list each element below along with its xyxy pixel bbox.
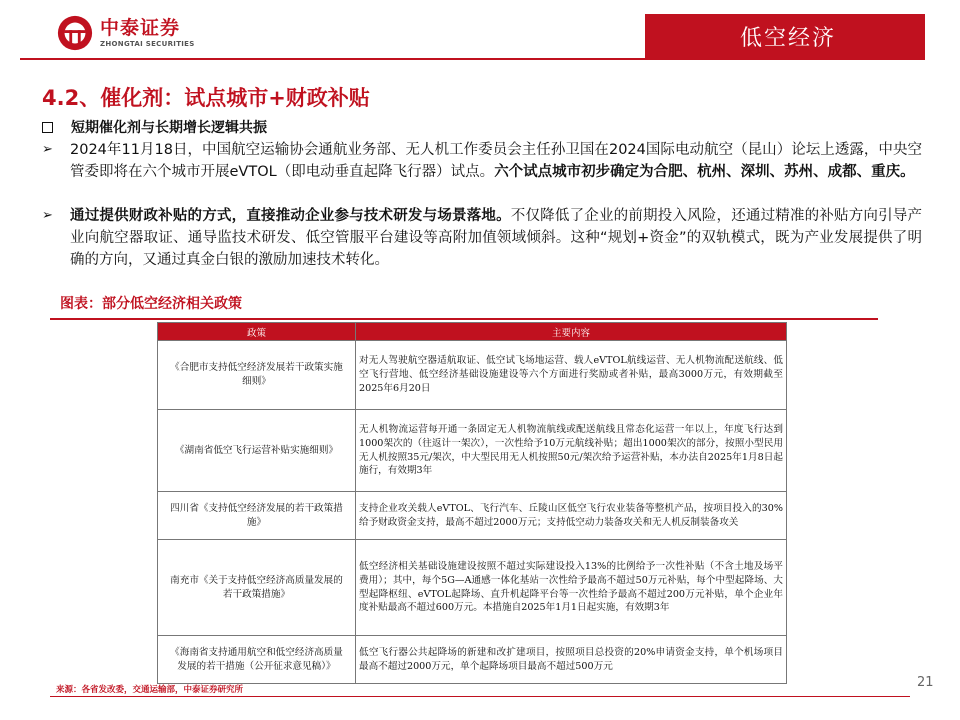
- policy-cell: 《湖南省低空飞行运营补贴实施细则》: [158, 410, 356, 492]
- content-cell: 无人机物流运营每开通一条固定无人机物流航线或配送航线且常态化运营一年以上，年度飞行达到1000架次的（往返计一架次），一次性给予10万元航线补贴；超出1000架次的部分，按照小型民用无人机按照35元/架次，中大型民用无人机按照50元/架次给予运营补贴，本办法自2025年1月8日起施行，有效期3年: [356, 410, 787, 492]
- paragraph-1-text: 2024年11月18日，中国航空运输协会通航业务部、无人机工作委员会主任孙卫国在2024国际电动航空（昆山）论坛上透露，中央空管委即将在六个城市开展eVTOL（即电动垂直起降飞行器）试点。: [70, 142, 922, 180]
- zhongtai-logo-icon: [56, 14, 94, 52]
- arrow-bullet-icon: ➢: [42, 208, 53, 223]
- column-header-policy: 政策: [158, 323, 356, 341]
- column-header-content: 主要内容: [356, 323, 787, 341]
- table-row: [158, 492, 787, 540]
- table-row: [158, 636, 787, 684]
- table-row: [158, 540, 787, 636]
- content-cell: 对无人驾驶航空器适航取证、低空试飞场地运营、载人eVTOL航线运营、无人机物流配送航线、低空飞行营地、低空经济基础设施建设等六个方面进行奖励或者补贴，最高3000万元，有效期截至2025年6月20日: [356, 341, 787, 410]
- policy-cell: 《海南省支持通用航空和低空经济高质量发展的若干措施（公开征求意见稿）》: [158, 636, 356, 684]
- page-title: 4.2、催化剂：试点城市+财政补贴: [42, 86, 370, 110]
- checkbox-square-icon: [42, 122, 53, 133]
- source-note: 来源：各省发改委，交通运输部，中泰证券研究所: [56, 685, 244, 695]
- content-cell: 低空经济相关基础设施建设按照不超过实际建设投入13%的比例给予一次性补贴（不含土地及场平费用）；其中，每个5G—A通感一体化基站一次性给予最高不超过50万元补贴，每个中型起降场、大型起降枢纽、eVTOL起降场、直升机起降平台等一次性给予最高不超过200万元补贴，单个企业年度补贴最高不超过600万元。本措施自2025年1月1日起实施，有效期3年: [356, 540, 787, 636]
- paragraph-1: [42, 139, 922, 183]
- content-cell: 低空飞行器公共起降场的新建和改扩建项目，按照项目总投资的20%申请资金支持，单个机场项目最高不超过2000万元，单个起降场项目最高不超过500万元: [356, 636, 787, 684]
- table-header-row: [158, 323, 787, 341]
- footer-divider: [50, 696, 910, 697]
- content-cell: 支持企业攻关载人eVTOL、飞行汽车、丘陵山区低空飞行农业装备等整机产品，按项目投入的30%给予财政资金支持，最高不超过2000万元；支持低空动力装备攻关和无人机反制装备攻关: [356, 492, 787, 540]
- paragraph-1-bold: 六个试点城市初步确定为合肥、杭州、深圳、苏州、成都、重庆。: [494, 164, 915, 180]
- figure-caption: 图表：部分低空经济相关政策: [60, 296, 242, 312]
- policy-table: [157, 322, 787, 684]
- subheading-text: 短期催化剂与长期增长逻辑共振: [71, 120, 267, 136]
- company-logo: [56, 14, 195, 52]
- policy-cell: 《合肥市支持低空经济发展若干政策实施细则》: [158, 341, 356, 410]
- header-divider: [20, 58, 645, 60]
- arrow-bullet-icon: ➢: [42, 142, 53, 157]
- logo-en-text: ZHONGTAI SECURITIES: [100, 40, 195, 48]
- policy-cell: 四川省《支持低空经济发展的若干政策措施》: [158, 492, 356, 540]
- paragraph-2: [42, 205, 922, 271]
- page-number: 21: [917, 675, 934, 690]
- table-row: [158, 410, 787, 492]
- subheading: [42, 117, 267, 137]
- table-row: [158, 341, 787, 410]
- section-banner: 低空经济: [645, 14, 925, 58]
- paragraph-2-text: 不仅降低了企业的前期投入风险，还通过精准的补贴方向引导产业向航空器取证、通导监技术研发、低空管服平台建设等高附加值领域倾斜。这种“规划+资金”的双轨模式，既为产业发展提供了明确的方向，又通过真金白银的激励加速技术转化。: [70, 208, 923, 268]
- logo-cn-text: 中泰证券: [100, 17, 181, 39]
- figure-caption-rule: [50, 318, 878, 320]
- banner-underline: [645, 58, 925, 60]
- policy-cell: 南充市《关于支持低空经济高质量发展的若干政策措施》: [158, 540, 356, 636]
- paragraph-2-bold: 通过提供财政补贴的方式，直接推动企业参与技术研发与场景落地。: [70, 208, 511, 224]
